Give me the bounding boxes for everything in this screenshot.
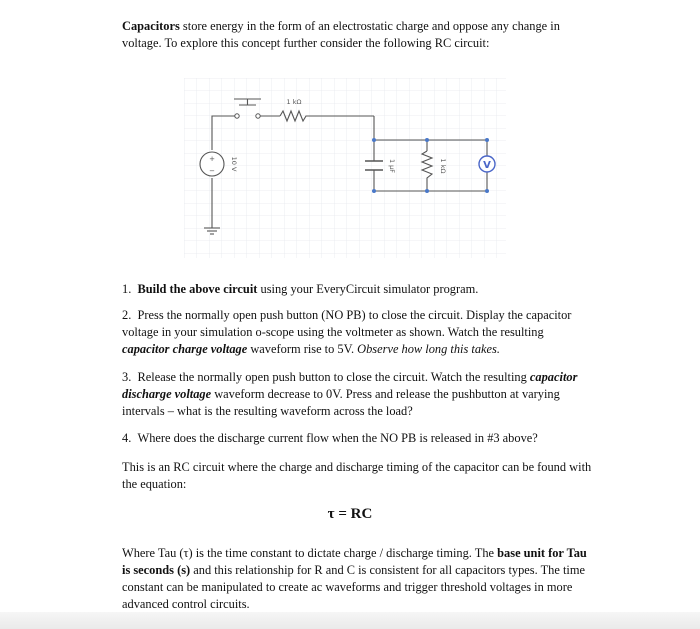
time-constant-equation: τ = RC xyxy=(327,506,373,522)
step-1-bold: Build the above circuit xyxy=(137,282,258,296)
intro-text: store energy in the form of an electrostatic charge and oppose any change in voltage. To explore this concept further consider the following RC circuit: xyxy=(122,19,560,50)
step-2-number: 2. xyxy=(122,308,132,322)
rc-intro-paragraph: This is an RC circuit where the charge and discharge timing of the capacitor can be found with the equation: xyxy=(122,460,592,491)
step-3-text-a: Release the normally open push button to close the circuit. Watch the resulting xyxy=(137,370,530,384)
step-1 xyxy=(122,281,592,298)
tau-text-a: Where Tau (τ) is the time constant to dictate charge / discharge timing. The xyxy=(122,546,498,560)
switch-contact-left-icon xyxy=(235,114,239,118)
voltmeter-label: V xyxy=(483,160,491,171)
step-2 xyxy=(122,307,592,358)
step-2-text-b: waveform rise to 5V. xyxy=(247,342,358,356)
step-4 xyxy=(122,430,592,447)
step-3-emphasis: capacitor discharge voltage xyxy=(122,370,578,401)
step-2-emphasis: capacitor charge voltage xyxy=(122,342,248,356)
intro-bold: Capacitors xyxy=(122,19,180,33)
step-3-text-b: waveform decrease to 0V. Press and release the pushbutton at varying intervals – what is the resulting waveform across the load? xyxy=(122,387,560,418)
tau-text-c: and this relationship for R and C is consistent for all capacitors types. The time constant can be manipulated to create ac waveforms and trigger threshold voltages in more advanced control circuits. xyxy=(122,563,585,611)
source-label: 10 V xyxy=(230,156,238,172)
resistor-label: 1 kΩ xyxy=(286,98,302,106)
page-bottom-shadow xyxy=(0,612,700,629)
step-4-number: 4. xyxy=(122,431,132,445)
step-4-text: Where does the discharge current flow when the NO PB is released in #3 above? xyxy=(137,431,538,445)
step-2-italic: Observe how long this takes. xyxy=(357,342,500,356)
tau-bold: base unit for Tau is seconds (s) xyxy=(122,546,587,577)
rc-circuit-diagram xyxy=(184,78,506,258)
step-1-number: 1. xyxy=(122,282,132,296)
tau-paragraph xyxy=(122,545,592,613)
switch-contact-right-icon xyxy=(256,114,260,118)
step-3 xyxy=(122,369,592,420)
capacitor-label: 1 µF xyxy=(388,158,396,174)
step-3-number: 3. xyxy=(122,370,132,384)
load-resistor-label: 1 kΩ xyxy=(439,158,447,174)
source-minus-sign: − xyxy=(209,167,215,175)
step-2-text-a: Press the normally open push button (NO PB) to close the circuit. Display the capacitor voltage in your simulation o-scope using the voltmeter as shown. Watch the resulting xyxy=(122,308,572,339)
source-plus-sign: + xyxy=(209,155,215,163)
step-1-text: using your EveryCircuit simulator program. xyxy=(257,282,479,296)
intro-paragraph xyxy=(122,18,592,52)
